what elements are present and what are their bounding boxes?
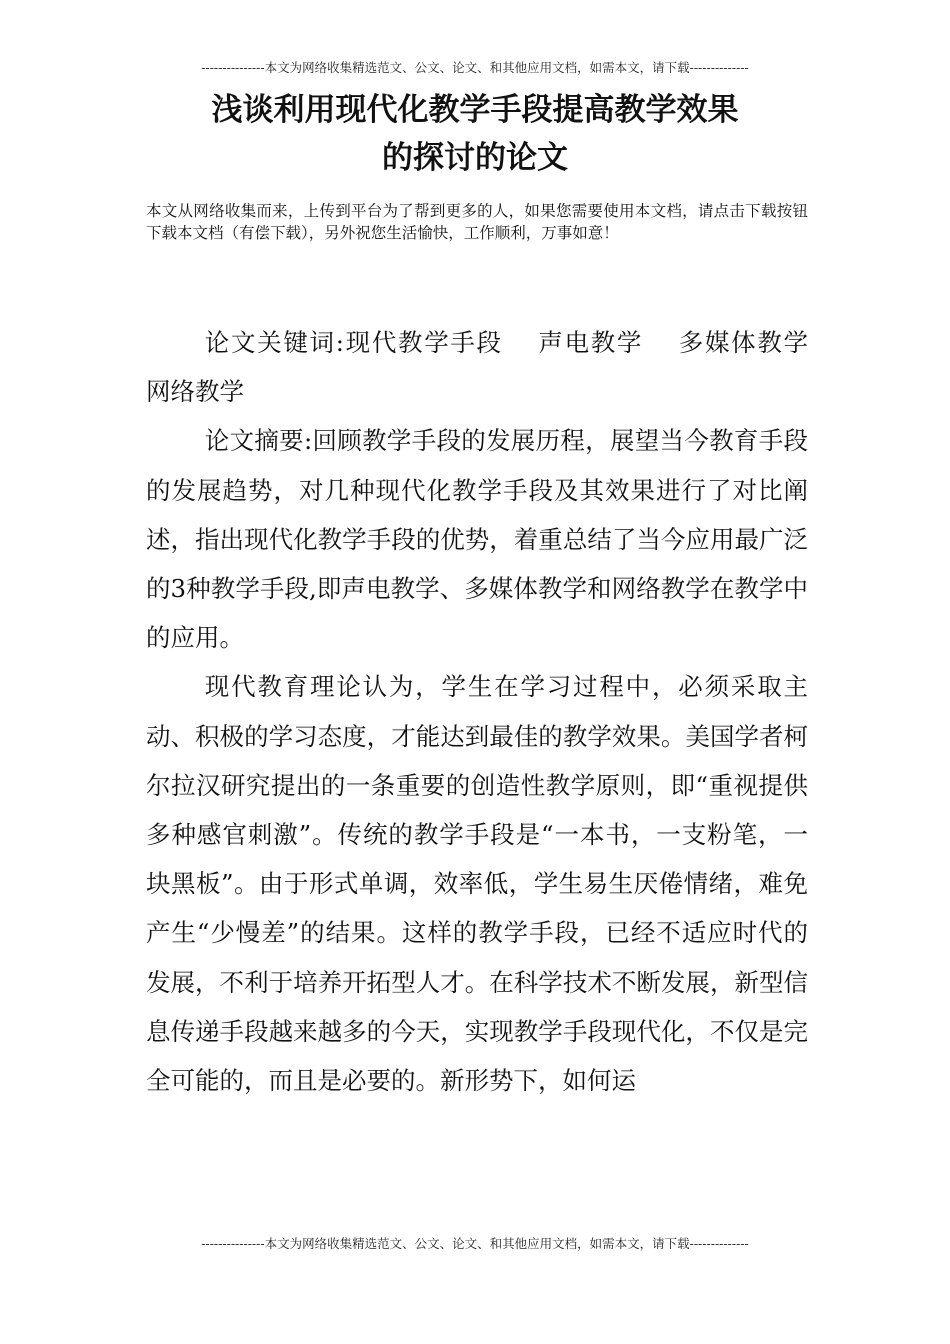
page-header: ---------------本文为网络收集精选范文、公文、论文、和其他应用文档，如需本文，请下载-------------- [201,60,749,75]
page-footer: ---------------本文为网络收集精选范文、公文、论文、和其他应用文档，如需本文，请下载-------------- [201,1236,749,1251]
title-line-1: 浅谈利用现代化教学手段提高教学效果 [211,92,739,128]
keywords-paragraph: 论文关键词:现代教学手段 声电教学 多媒体教学 网络教学 [146,328,833,407]
body-paragraph: 现代教育理论认为，学生在学习过程中，必须采取主动、积极的学习态度，才能达到最佳的教学效果。美国学者柯尔拉汉研究提出的一条重要的创造性教学原则，即“重视提供多种感官刺激”。传统的教学手段是“一本书，一支粉笔，一块黑板”。由于形式单调，效率低，学生易生厌倦情绪，难免产生“少慢差”的结果。这样的教学手段，已经不适应时代的发展，不利于培养开拓型人才。在科学技术不断发展，新型信息传递手段越来越多的今天，实现教学手段现代化，不仅是完全可能的，而且是必要的。新形势下，如何运 [146,672,808,1096]
document-title [0,86,950,182]
abstract-paragraph: 论文摘要:回顾教学手段的发展历程，展望当今教育手段的发展趋势，对几种现代化教学手段及其效果进行了对比阐述，指出现代化教学手段的优势，着重总结了当今应用最广泛的3种教学手段,即声电教学、多媒体教学和网络教学在教学中的应用。 [146,426,808,653]
title-line-2: 的探讨的论文 [382,140,568,176]
document-body [146,318,833,1105]
download-notice: 本文从网络收集而来，上传到平台为了帮到更多的人，如果您需要使用本文档，请点击下载按钮下载本文档（有偿下载），另外祝您生活愉快，工作顺利，万事如意！ [146,202,808,242]
